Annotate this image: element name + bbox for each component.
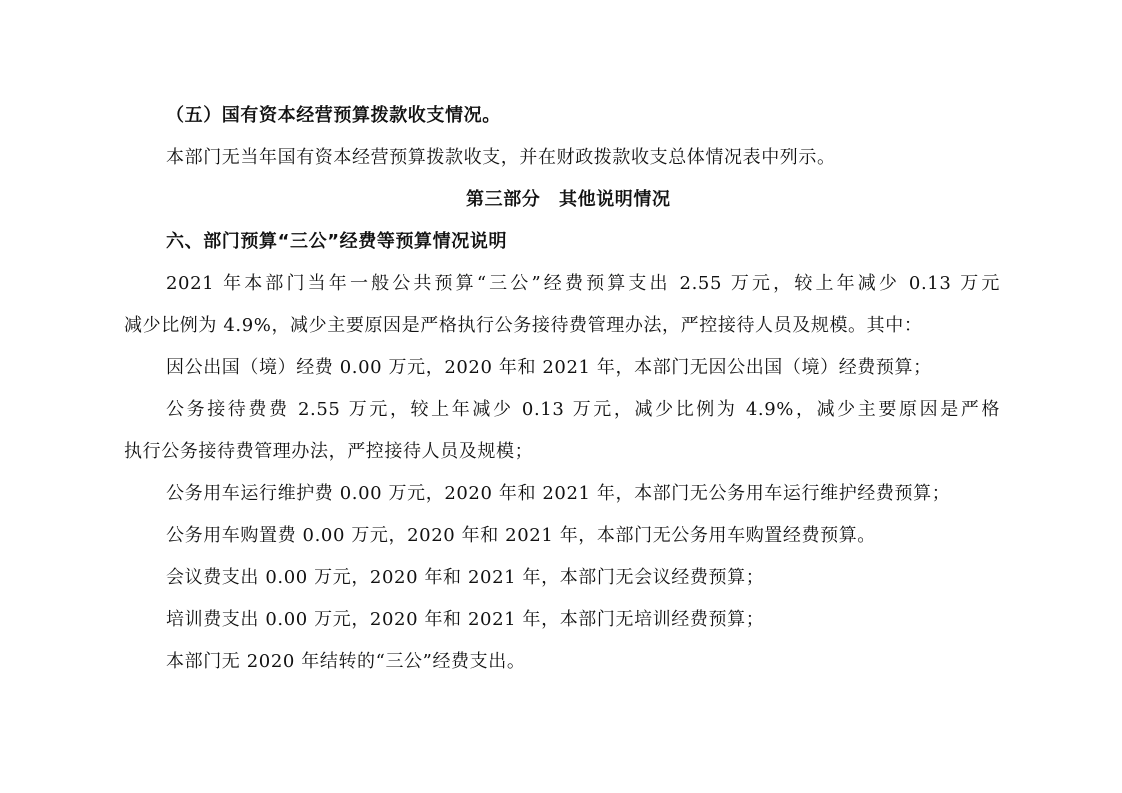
para4: 公务用车运行维护费 0.00 万元，2020 年和 2021 年，本部门无公务用车运行维护经费预算；	[166, 483, 951, 504]
section5-heading: （五）国有资本经营预算拨款收支情况。	[166, 105, 501, 126]
para7: 培训费支出 0.00 万元，2020 年和 2021 年，本部门无培训经费预算；	[166, 609, 765, 630]
part3-title: 第三部分 其他说明情况	[466, 189, 671, 210]
para8: 本部门无 2020 年结转的“三公”经费支出。	[166, 651, 526, 672]
section6-heading: 六、部门预算“三公”经费等预算情况说明	[166, 231, 508, 252]
para3-line1: 公务接待费费 2.55 万元，较上年减少 0.13 万元，减少比例为 4.9%，减少主要原因是严格	[166, 399, 1000, 420]
para5: 公务用车购置费 0.00 万元，2020 年和 2021 年，本部门无公务用车购置经费预算。	[166, 525, 876, 546]
para2: 因公出国（境）经费 0.00 万元，2020 年和 2021 年，本部门无因公出国（境）经费预算；	[166, 357, 932, 378]
para1-line1: 2021 年本部门当年一般公共预算“三公”经费预算支出 2.55 万元，较上年减少 0.13 万元	[166, 273, 1000, 294]
para6: 会议费支出 0.00 万元，2020 年和 2021 年，本部门无会议经费预算；	[166, 567, 765, 588]
section5-body: 本部门无当年国有资本经营预算拨款收支，并在财政拨款收支总体情况表中列示。	[166, 147, 836, 168]
para1-line2: 减少比例为 4.9%，减少主要原因是严格执行公务接待费管理办法，严控接待人员及规模。其中：	[124, 315, 923, 336]
para3-line2: 执行公务接待费管理办法，严控接待人员及规模；	[124, 441, 534, 462]
